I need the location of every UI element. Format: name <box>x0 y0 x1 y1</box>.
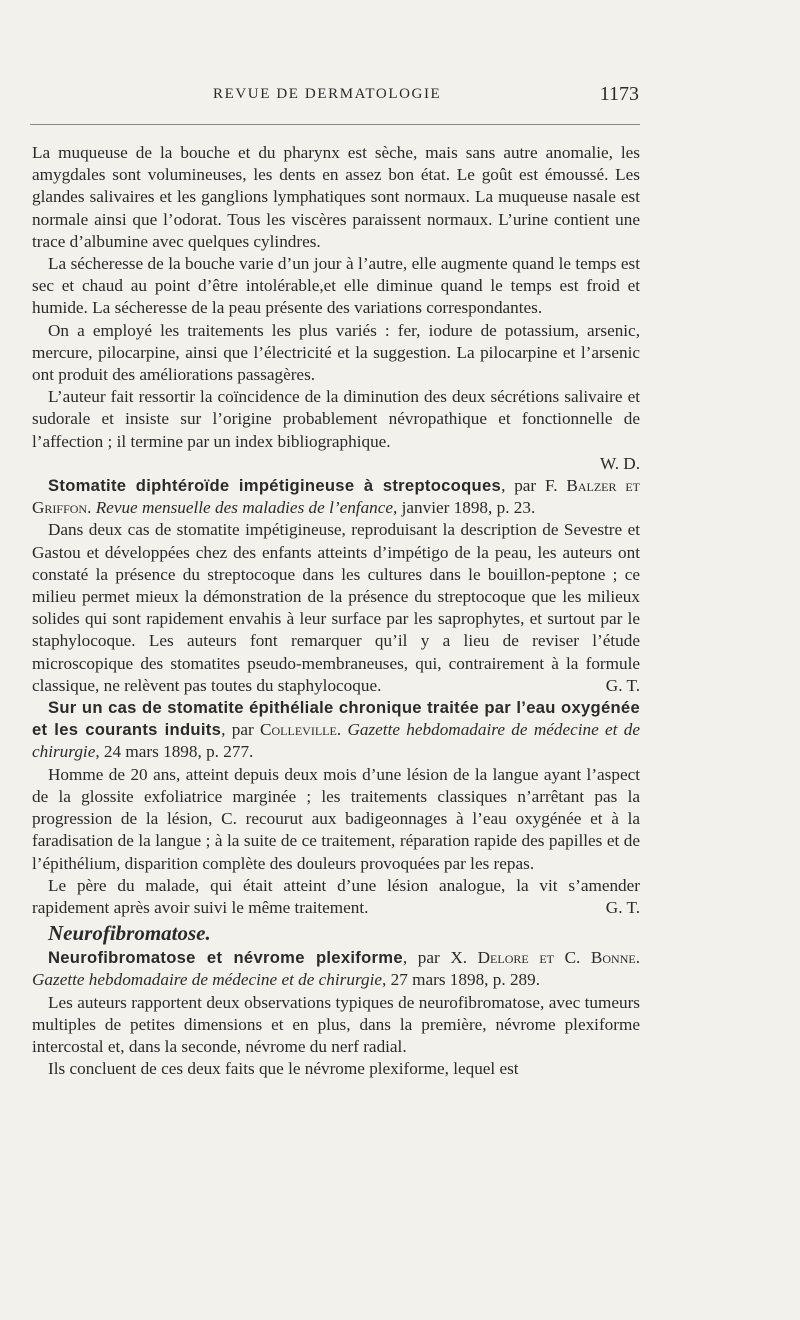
citation-ref: , 27 mars 1898, p. 289. <box>382 970 541 990</box>
article-authors: F. Balzer et Griffon. <box>32 476 641 518</box>
citation-ref: , 24 mars 1898, p. 277. <box>95 742 254 762</box>
paragraph: Homme de 20 ans, atteint depuis deux mois d’une lésion de la langue ayant l’aspect de la glossite exfoliatrice marginée ; les traitements classiques n’arrêtant pas la progression de la lésion, C. recourut aux badigeonnages à l’eau oxygénée et à la faradisation de la langue ; à la suite de ce traitement, réparation rapide des papilles et de l’épithélium, disparition complète des douleurs provoquées par les repas. <box>32 764 640 873</box>
article-title: Sur un cas de stomatite épithéliale chronique traitée par l’eau oxygénée et les courants induits <box>32 698 640 740</box>
article-heading <box>32 697 640 764</box>
par-text: , par <box>402 948 440 968</box>
journal-name: Revue mensuelle des maladies de l’enfance <box>95 498 394 518</box>
page-header <box>33 83 641 112</box>
paragraph: La muqueuse de la bouche et du pharynx est sèche, mais sans autre anomalie, les amygdales sont volumineuses, les dents en assez bon état. Le goût est émoussé. Les glandes salivaires et les ganglions lymphatiques sont normaux. La muqueuse nasale est normale ainsi que l’odorat. Tous les viscères paraissent normaux. L’urine contient une trace d’albumine avec quelques cylindres. <box>32 143 640 251</box>
article-title: Stomatite diphtéroïde impétigineuse à streptocoques <box>48 476 502 496</box>
paragraph-text: Dans deux cas de stomatite impétigineuse, reproduisant la description de Sevestre et Gastou et développées chez des enfants atteints d’impétigo de la peau, les auteurs ont constaté la présence du streptocoque dans les cultures dans le bouillon-peptone ; ce milieu permet mieux la démonstration de la présence du streptocoque que les milieux solides qui sont rapidement envahis à leur surface par les saprophytes, et surtout par le staphylocoque. Les auteurs font remarquer qu’il y a lieu de reviser l’étude microscopique des stomatites pseudo-membraneuses, qui, contrairement à la formule classique, ne relèvent pas toutes du staphylocoque. <box>32 520 640 695</box>
paragraph: La sécheresse de la bouche varie d’un jour à l’autre, elle augmente quand le temps est sec et chaud au point d’être intolérable,et elle diminue quand le temps est froid et humide. La sécheresse de la peau présente des variations correspondantes. <box>32 254 640 318</box>
paragraph <box>32 519 640 697</box>
paragraph: Ils concluent de ces deux faits que le névrome plexiforme, lequel est <box>48 1059 519 1079</box>
signature: G. T. <box>605 675 640 695</box>
article-author: Colleville. <box>260 720 342 740</box>
article-heading <box>32 947 640 991</box>
article-authors: X. Delore et C. Bonne. <box>450 948 641 968</box>
article-heading <box>32 475 640 519</box>
journal-name: Gazette hebdomadaire de médecine et de chirurgie <box>32 720 641 762</box>
signature: W. D. <box>600 453 640 473</box>
journal-name: Gazette hebdomadaire de médecine et de chirurgie <box>32 970 383 990</box>
paragraph-text: Le père du malade, qui était atteint d’une lésion analogue, la vit s’amender rapidement après avoir suivi le même traitement. <box>32 875 640 917</box>
page-number: 1173 <box>599 83 639 105</box>
citation-ref: , janvier 1898, p. 23. <box>393 498 536 518</box>
article-body <box>32 142 640 1080</box>
paragraph <box>32 875 640 919</box>
paragraph: Les auteurs rapportent deux observations typiques de neurofibromatose, avec tumeurs multiples de petites dimensions et en plus, dans la première, névrome plexiforme intercostal et, dans la seconde, névrome du nerf radial. <box>32 992 640 1056</box>
header-rule <box>30 124 640 125</box>
par-text: , par <box>501 476 537 496</box>
article-title: Neurofibromatose et névrome plexiforme <box>48 948 403 968</box>
par-text: , par <box>221 720 254 740</box>
running-title: REVUE DE DERMATOLOGIE <box>213 86 442 102</box>
section-title: Neurofibromatose. <box>48 921 211 946</box>
signature: G. T. <box>605 897 640 917</box>
paragraph: On a employé les traitements les plus variés : fer, iodure de potassium, arsenic, mercure, pilocarpine, ainsi que l’électricité et la suggestion. La pilocarpine et l’arsenic ont produit des améliorations passagères. <box>32 320 640 385</box>
paragraph: L’auteur fait ressortir la coïncidence de la diminution des deux sécrétions salivaire et sudorale et insiste sur l’origine probablement névropathique et fonctionnelle de l’affection ; il termine par un index bibliographique. <box>32 387 640 451</box>
